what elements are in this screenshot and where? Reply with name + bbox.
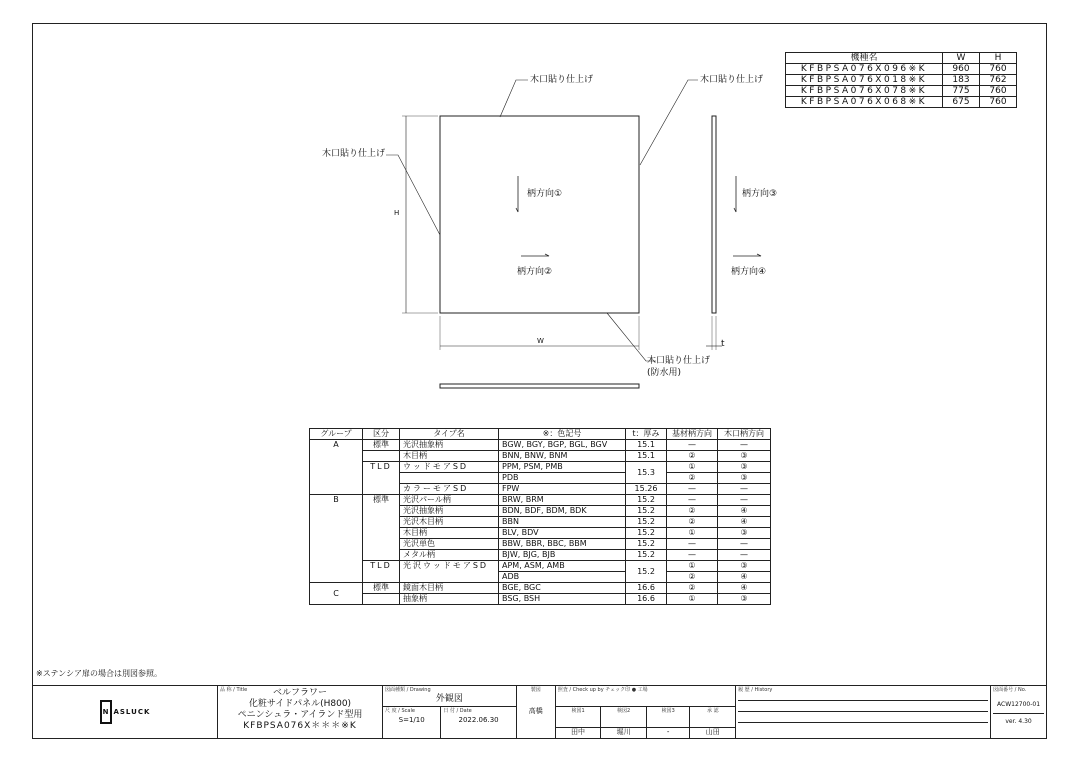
group-cell: C <box>310 583 363 605</box>
edge-grain-cell: ③ <box>718 473 771 484</box>
model-h: 760 <box>980 86 1017 97</box>
type-cell: メタル柄 <box>400 550 499 561</box>
table-row <box>310 561 771 572</box>
edge-grain-cell: ③ <box>718 528 771 539</box>
spec-header-category: 区分 <box>363 429 400 440</box>
model-w: 675 <box>943 97 980 108</box>
group-cell: B <box>310 495 363 583</box>
title-label: 品 称 / Title <box>220 687 248 693</box>
base-grain-cell: ① <box>667 528 718 539</box>
edge-grain-cell: ③ <box>718 561 771 572</box>
edge-grain-cell: ④ <box>718 517 771 528</box>
check-header-3: 検図3 <box>661 708 675 715</box>
grain-direction-4: 柄方向④ <box>731 267 767 277</box>
category-cell: 標準 <box>363 440 400 451</box>
title-line-4: KFBPSA076X＊＊＊※K <box>243 721 357 731</box>
codes-cell: BBW, BBR, BBC, BBM <box>499 539 626 550</box>
edge-label-left: 木口貼り仕上げ <box>322 149 386 159</box>
grain-direction-2: 柄方向② <box>517 267 553 277</box>
thickness-cell: 15.3 <box>626 462 667 484</box>
codes-cell: BSG, BSH <box>499 594 626 605</box>
model-header-name: 機種名 <box>786 53 943 64</box>
history-label: 履 歴 / History <box>738 687 773 693</box>
model-name: KFBPSA076X096※K <box>786 64 943 75</box>
model-name: KFBPSA076X018※K <box>786 75 943 86</box>
check-header-2: 検図2 <box>617 708 631 715</box>
codes-cell: BNN, BNW, BNM <box>499 451 626 462</box>
type-cell: カラーモアSD <box>400 484 499 495</box>
table-row <box>310 440 771 451</box>
base-grain-cell: ② <box>667 583 718 594</box>
panel-bottom-view <box>440 384 639 388</box>
codes-cell: BLV, BDV <box>499 528 626 539</box>
base-grain-cell: ② <box>667 572 718 583</box>
base-grain-cell: ② <box>667 517 718 528</box>
table-row <box>310 462 771 473</box>
edge-label-bottom: 木口貼り仕上げ <box>647 356 711 366</box>
table-row <box>786 86 1017 97</box>
table-row <box>310 583 771 594</box>
scale-value: S=1/10 <box>398 716 425 725</box>
thickness-cell: 16.6 <box>626 583 667 594</box>
model-w: 183 <box>943 75 980 86</box>
model-table <box>785 52 1017 108</box>
title-line-3: ペニンシュラ・アイランド型用 <box>237 710 363 720</box>
grain-direction-1: 柄方向① <box>527 189 563 199</box>
author-label: 製図 <box>530 687 541 693</box>
base-grain-cell: — <box>667 539 718 550</box>
title-line-1: ベルフラワー <box>272 688 327 698</box>
title-line-2: 化粧サイドパネル(H800) <box>248 699 352 709</box>
codes-cell: BGE, BGC <box>499 583 626 594</box>
edge-label-top-right: 木口貼り仕上げ <box>700 75 764 85</box>
base-grain-cell: ① <box>667 561 718 572</box>
thickness-cell: 15.1 <box>626 440 667 451</box>
base-grain-cell: ② <box>667 473 718 484</box>
spec-header-edge-grain: 木口柄方向 <box>718 429 771 440</box>
model-name: KFBPSA076X078※K <box>786 86 943 97</box>
type-cell: 光沢抽象柄 <box>400 506 499 517</box>
codes-cell: BDN, BDF, BDM, BDK <box>499 506 626 517</box>
title-block <box>32 685 1047 739</box>
logo-text: ASLUCK <box>113 708 151 716</box>
type-cell: ウッドモアSD <box>400 462 499 473</box>
author-name: 高橋 <box>528 707 543 715</box>
codes-cell: BRW, BRM <box>499 495 626 506</box>
thickness-cell: 15.2 <box>626 517 667 528</box>
thickness-cell: 15.2 <box>626 506 667 517</box>
edge-grain-cell: ③ <box>718 462 771 473</box>
checker-1: 田中 <box>555 727 601 738</box>
edge-grain-cell: — <box>718 440 771 451</box>
type-cell: 光沢ウッドモアSD <box>400 561 499 583</box>
drawing-no: ACW12700-01 <box>997 701 1041 708</box>
codes-cell: BGW, BGY, BGP, BGL, BGV <box>499 440 626 451</box>
codes-cell: FPW <box>499 484 626 495</box>
note-text: ※ステンシア扉の場合は別図参照。 <box>36 669 162 678</box>
model-h: 760 <box>980 97 1017 108</box>
base-grain-cell: ② <box>667 451 718 462</box>
thickness-cell: 15.2 <box>626 495 667 506</box>
scale-label: 尺 度 / Scale <box>385 708 415 715</box>
type-cell: 木目柄 <box>400 451 499 462</box>
company-logo <box>33 686 218 739</box>
codes-cell: BJW, BJG, BJB <box>499 550 626 561</box>
check-label: 照査 / Check up by チェック印 ● 工場 <box>557 687 648 693</box>
base-grain-cell: ① <box>667 594 718 605</box>
category-cell: TLD <box>363 561 400 583</box>
model-h: 760 <box>980 64 1017 75</box>
edge-grain-cell: — <box>718 495 771 506</box>
codes-cell: PDB <box>499 473 626 484</box>
grain-direction-3: 柄方向③ <box>742 189 778 199</box>
base-grain-cell: ② <box>667 506 718 517</box>
edge-grain-cell: — <box>718 539 771 550</box>
dim-t-label: t <box>721 339 725 349</box>
dim-w-label: W <box>537 337 544 345</box>
type-cell: 光沢抽象柄 <box>400 440 499 451</box>
table-row <box>310 594 771 605</box>
spec-header-thickness: t：厚み <box>626 429 667 440</box>
dim-h-label: H <box>394 209 400 217</box>
model-w: 775 <box>943 86 980 97</box>
approver: 山田 <box>690 727 736 738</box>
spec-header-type: タイプ名 <box>400 429 499 440</box>
drawing-label: 図面種類 / Drawing <box>385 687 431 693</box>
codes-cell: ADB <box>499 572 626 583</box>
thickness-cell: 15.2 <box>626 528 667 539</box>
checker-2: 堀川 <box>601 727 647 738</box>
drawing-type: 外観図 <box>435 694 463 704</box>
edge-grain-cell: ④ <box>718 506 771 517</box>
base-grain-cell: ① <box>667 462 718 473</box>
edge-label-bottom-note: (防水用) <box>647 368 682 378</box>
spec-header-base-grain: 基材柄方向 <box>667 429 718 440</box>
model-h: 762 <box>980 75 1017 86</box>
table-row <box>310 451 771 462</box>
check-header-1: 検図1 <box>571 708 585 715</box>
type-cell: 木目柄 <box>400 528 499 539</box>
date-value: 2022.06.30 <box>458 716 499 725</box>
drawing-no-label: 図面番号 / No. <box>993 687 1027 693</box>
thickness-cell: 15.26 <box>626 484 667 495</box>
thickness-cell: 15.2 <box>626 550 667 561</box>
type-cell: 光沢パール柄 <box>400 495 499 506</box>
model-header-h: H <box>980 53 1017 64</box>
spec-header-color-code: ※：色記号 <box>499 429 626 440</box>
category-cell: TLD <box>363 462 400 495</box>
edge-grain-cell: ③ <box>718 451 771 462</box>
spec-header-group: グループ <box>310 429 363 440</box>
spec-table <box>309 428 771 605</box>
thickness-cell: 15.2 <box>626 561 667 583</box>
table-row <box>786 97 1017 108</box>
table-row <box>310 495 771 506</box>
thickness-cell: 15.1 <box>626 451 667 462</box>
logo-n-box: N <box>100 700 113 724</box>
model-w: 960 <box>943 64 980 75</box>
type-cell: 抽象柄 <box>400 594 499 605</box>
group-cell: A <box>310 440 363 495</box>
model-header-w: W <box>943 53 980 64</box>
panel-side-view <box>712 116 716 313</box>
panel-front-view <box>440 116 639 313</box>
type-cell: 鏡面木目柄 <box>400 583 499 594</box>
edge-grain-cell: ④ <box>718 583 771 594</box>
checker-3: - <box>646 727 690 738</box>
thickness-cell: 16.6 <box>626 594 667 605</box>
edge-grain-cell: ③ <box>718 594 771 605</box>
table-row <box>786 75 1017 86</box>
base-grain-cell: — <box>667 550 718 561</box>
version: ver. 4.30 <box>993 713 1044 726</box>
table-row <box>786 64 1017 75</box>
date-label: 日 付 / Date <box>443 708 472 715</box>
thickness-cell: 15.2 <box>626 539 667 550</box>
base-grain-cell: — <box>667 440 718 451</box>
category-cell: 標準 <box>363 583 400 594</box>
codes-cell: PPM, PSM, PMB <box>499 462 626 473</box>
category-cell: 標準 <box>363 495 400 561</box>
model-name: KFBPSA076X068※K <box>786 97 943 108</box>
edge-grain-cell: — <box>718 484 771 495</box>
base-grain-cell: — <box>667 484 718 495</box>
codes-cell: BBN <box>499 517 626 528</box>
check-header-4: 承 認 <box>706 708 719 715</box>
edge-grain-cell: ④ <box>718 572 771 583</box>
base-grain-cell: — <box>667 495 718 506</box>
type-cell: 光沢単色 <box>400 539 499 550</box>
edge-label-top-left: 木口貼り仕上げ <box>530 75 594 85</box>
edge-grain-cell: — <box>718 550 771 561</box>
codes-cell: APM, ASM, AMB <box>499 561 626 572</box>
type-cell: 光沢木目柄 <box>400 517 499 528</box>
